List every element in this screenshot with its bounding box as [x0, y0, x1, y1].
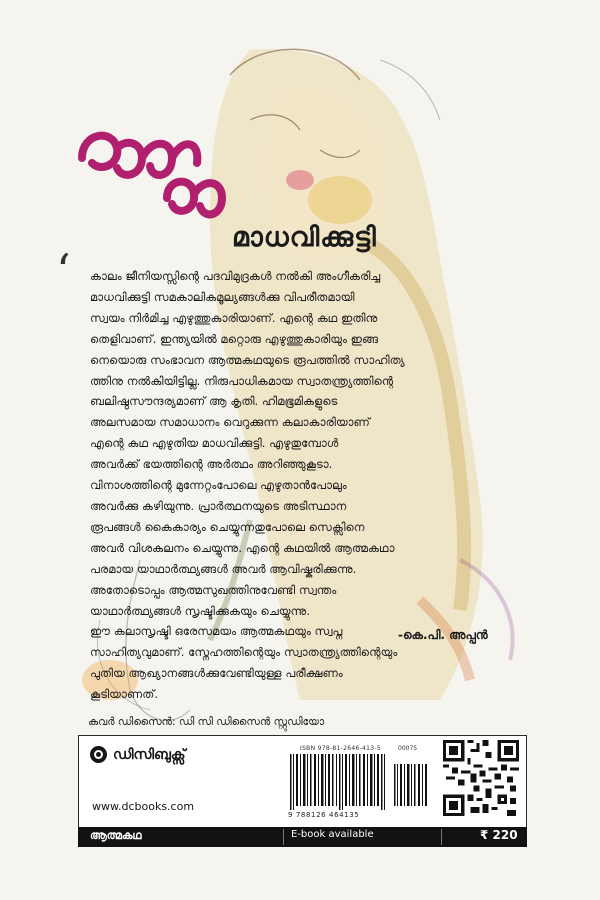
blurb-line: അവർക്ക് ഭയത്തിന്റെ അർത്ഥം അറിഞ്ഞുകൂടാ. — [90, 457, 333, 472]
blurb-line: എന്റെ കഥ എഴുതിയ മാധവിക്കുട്ടി. എഴുതുമ്പോൾ — [90, 436, 339, 451]
blurb-line: അവർക്കു കഴിയുന്നു. പ്രാർത്ഥനയുടെ അടിസ്ഥാന — [90, 498, 347, 513]
blurb-line: ഈ കലാസൃഷ്ടി ഒരേസമയം ആത്മകഥയും സ്വപ്ന — [90, 624, 343, 639]
dc-books-logo-icon — [90, 746, 107, 763]
bottom-bar-divider — [283, 829, 284, 845]
blurb-line: അവർ വിശകലനം ചെയ്യുന്നു. എന്റെ കഥയിൽ ആത്മകഥാ — [90, 540, 395, 555]
blurb-line: കൂടിയാണത്. — [90, 687, 159, 702]
blurb-line: സാഹിത്യവുമാണ്. സ്നേഹത്തിന്റെയും സ്വാതന്ത്ര്യത്തിന്റെയും — [90, 645, 398, 660]
blurb-line: പരമായ യാഥാർത്ഥ്യങ്ങൾ അവർ ആവിഷ്കരിക്കുന്നു. — [90, 561, 357, 576]
blurb-line: കാലം ജീനിയസ്സിന്റെ പദവിമുദ്രകൾ നൽകി അംഗീകരിച്ച — [90, 269, 381, 283]
quote-mark: ‘ — [56, 244, 71, 298]
isbn-label: ISBN 978-81-2646-413-5 — [300, 745, 381, 752]
blurb-line: രൂപങ്ങൾ കൈകാര്യം ചെയ്യുന്നതുപോലെ സെക്സിനെ — [90, 519, 365, 534]
blurb-line: തെളിവാണ്. ഇന്ത്യയിൽ മറ്റൊരു എഴുത്തുകാരിയും ഇങ്ങ — [90, 331, 379, 346]
publisher-logo — [90, 746, 185, 763]
isbn-barcode — [286, 740, 436, 822]
cover-design-credit: കവർ ഡിസൈൻ: ഡി സി ഡിസൈൻ സ്റ്റുഡിയോ — [88, 716, 325, 728]
blurb-line: അലസമായ സമാധാനം വെറുക്കുന്ന കലാകാരിയാണ് — [90, 415, 370, 430]
book-category: ആത്മകഥ — [90, 829, 142, 842]
publisher-name: ഡിസിബുക്സ് — [113, 746, 186, 763]
author-name: മാധവിക്കുട്ടി — [232, 222, 377, 253]
blurb-line: സ്വയം നിർമിച്ച എഴുത്തുകാരിയാണ്. എന്റെ കഥ ഇതിനു — [90, 310, 378, 325]
blurb-line: മാധവിക്കുട്ടി സമകാലികമൂല്യങ്ങൾക്കു വിപരീതമായി — [90, 289, 355, 304]
blurb-line: ത്തിനു നൽകിയിട്ടില്ല. നിരുപാധികമായ സ്വാതന്ത്ര്യത്തിന്റെ — [90, 373, 394, 388]
book-price: ₹ 220 — [480, 828, 518, 842]
blurb-line: ബലിഷ്ഠസൗന്ദര്യമാണ് ആ കൃതി. ഹിമഭൂമികളുടെ — [90, 394, 338, 409]
blurb-line: നെയൊരു സംഭാവന ആത്മകഥയുടെ രൂപത്തിൽ സാഹിത്യ — [90, 352, 405, 367]
publisher-website: www.dcbooks.com — [92, 800, 195, 813]
blurb-line: പുതിയ ആഖ്യാനങ്ങൾക്കുവേണ്ടിയുള്ള പരീക്ഷണം — [90, 666, 343, 681]
blurb-line: അതോടൊപ്പം ആത്മസുഖത്തിനുവേണ്ടി സ്വന്തം — [90, 582, 337, 597]
book-title-art — [72, 118, 242, 238]
blurb-signature: -കെ.പി. അപ്പൻ — [398, 628, 488, 642]
barcode-price-code: 00075 — [398, 745, 418, 752]
qr-code[interactable] — [443, 740, 519, 816]
ebook-availability: E-book available — [291, 829, 374, 840]
blurb-line: വിനാശത്തിന്റെ മുന്നേറ്റംപോലെ എഴുതാൻപോലും — [90, 478, 347, 493]
bottom-bar-divider — [441, 829, 442, 845]
blurb-line: യാഥാർത്ഥ്യങ്ങൾ സൃഷ്ടിക്കുകയും ചെയ്യുന്നു. — [90, 603, 311, 618]
barcode-digits: 9 788126 464135 — [288, 811, 360, 819]
